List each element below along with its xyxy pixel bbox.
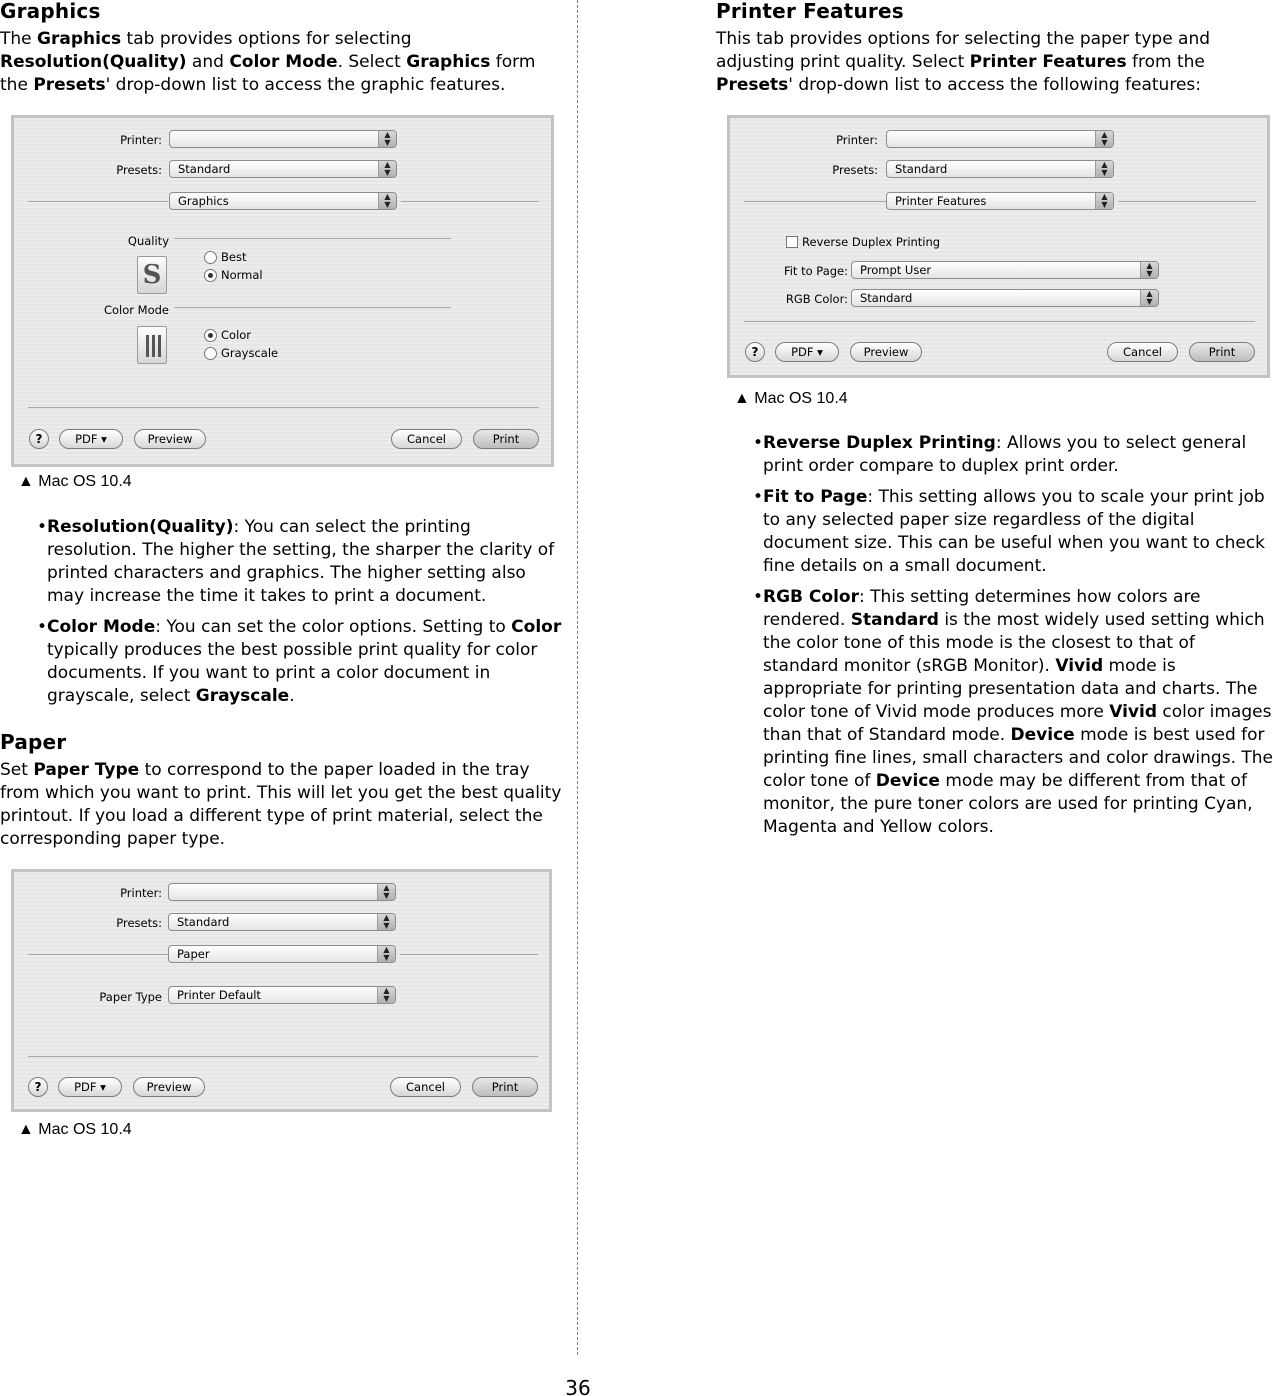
bullet-reverse-duplex: • Reverse Duplex Printing: Allows you to select general print order compare to duplex print order. <box>753 433 1247 476</box>
popup-arrows-icon: ▲ ▼ <box>1140 262 1158 278</box>
printer-features-heading: Printer Features <box>716 0 904 23</box>
presets-popup[interactable]: Standard ▲ ▼ <box>168 913 396 931</box>
printer-label: Printer: <box>120 886 162 900</box>
printer-label: Printer: <box>836 133 878 147</box>
page-number: 36 <box>565 1376 591 1396</box>
printer-features-caption: ▲ Mac OS 10.4 <box>734 390 848 407</box>
divider-line <box>744 201 886 202</box>
divider-line <box>1118 201 1256 202</box>
divider-line <box>28 201 168 202</box>
fit-to-page-popup[interactable]: Prompt User ▲ ▼ <box>851 261 1159 279</box>
printer-popup[interactable] <box>169 130 397 148</box>
graphics-heading: Graphics <box>0 0 101 23</box>
popup-arrows-icon: ▲ ▼ <box>378 193 396 209</box>
pdf-button[interactable]: PDF ▾ <box>59 429 123 449</box>
quality-normal-label: Normal <box>221 268 263 282</box>
presets-popup[interactable]: Standard ▲ ▼ <box>169 160 397 178</box>
reverse-duplex-checkbox[interactable] <box>786 236 798 248</box>
print-button[interactable]: Print <box>473 429 539 449</box>
printer-popup[interactable] <box>168 883 396 901</box>
colormode-color-label: Color <box>221 328 252 342</box>
colormode-grayscale-label: Grayscale <box>221 346 279 360</box>
popup-arrows-icon: ▲ ▼ <box>1095 193 1113 209</box>
paper-print-dialog <box>11 869 552 1112</box>
reverse-duplex-label: Reverse Duplex Printing <box>802 235 941 249</box>
quality-best-label: Best <box>221 250 247 264</box>
pdf-button[interactable]: PDF ▾ <box>58 1077 122 1097</box>
popup-arrows-icon: ▲ ▼ <box>378 131 396 147</box>
help-button[interactable]: ? <box>745 342 765 362</box>
print-button[interactable]: Print <box>1189 342 1255 362</box>
graphics-print-dialog <box>11 115 554 467</box>
footer-divider <box>28 407 539 408</box>
presets-label: Presets: <box>116 163 162 177</box>
preview-button[interactable]: Preview <box>850 342 922 362</box>
divider-line <box>28 954 168 955</box>
bullet-fit-to-page: • Fit to Page: This setting allows you to scale your print job to any selected paper size regardless of the digital document size. This can be useful when you want to check fine details on a small document. <box>753 487 1266 576</box>
fit-to-page-label: Fit to Page: <box>783 264 848 278</box>
divider-line <box>400 954 538 955</box>
footer-divider <box>744 321 1255 322</box>
popup-arrows-icon: ▲ ▼ <box>377 914 395 930</box>
printer-features-bullet-list <box>753 432 1273 839</box>
paper-intro: Set Paper Type to correspond to the paper loaded in the tray from which you want to print. This will let you get the best quality printout. If you load a different type of print material, select the corresponding paper type. <box>0 760 562 849</box>
quality-normal-radio[interactable] <box>204 269 217 282</box>
printer-features-print-dialog <box>727 115 1270 378</box>
pdf-button[interactable]: PDF ▾ <box>775 342 839 362</box>
printer-popup[interactable] <box>886 130 1114 148</box>
paper-caption: ▲ Mac OS 10.4 <box>18 1121 132 1138</box>
presets-label: Presets: <box>116 916 162 930</box>
colormode-label: Color Mode <box>103 303 169 317</box>
rgb-color-label: RGB Color: <box>785 292 848 306</box>
graphics-intro: The Graphics tab provides options for selecting Resolution(Quality) and Color Mode. Select Graphics form the Presets' drop-down list to access the graphic features. <box>0 29 536 95</box>
graphics-bullet-list <box>37 516 562 708</box>
presets-label: Presets: <box>832 163 878 177</box>
pane-popup[interactable]: Graphics ▲ ▼ <box>169 192 397 210</box>
print-button[interactable]: Print <box>472 1077 538 1097</box>
popup-arrows-icon: ▲ ▼ <box>1095 131 1113 147</box>
column-divider <box>577 0 578 1355</box>
preview-button[interactable]: Preview <box>134 429 206 449</box>
colormode-grayscale-radio[interactable] <box>204 347 217 360</box>
popup-arrows-icon: ▲ ▼ <box>378 161 396 177</box>
popup-arrows-icon: ▲ ▼ <box>1095 161 1113 177</box>
footer-divider <box>28 1056 538 1057</box>
divider-line <box>401 201 539 202</box>
quality-icon: S <box>137 256 167 294</box>
printer-features-intro: This tab provides options for selecting the paper type and adjusting print quality. Select Printer Features from the Presets' drop-down list to access the following features: <box>716 29 1211 95</box>
printer-label: Printer: <box>120 133 162 147</box>
help-button[interactable]: ? <box>29 429 49 449</box>
preview-button[interactable]: Preview <box>133 1077 205 1097</box>
popup-arrows-icon: ▲ ▼ <box>377 946 395 962</box>
papertype-label: Paper Type <box>99 990 162 1004</box>
cancel-button[interactable]: Cancel <box>390 1077 461 1097</box>
colormode-icon <box>137 326 167 364</box>
colormode-divider <box>174 307 451 308</box>
pane-popup[interactable]: Printer Features ▲ ▼ <box>886 192 1114 210</box>
pane-popup[interactable]: Paper ▲ ▼ <box>168 945 396 963</box>
paper-heading: Paper <box>0 730 67 754</box>
cancel-button[interactable]: Cancel <box>1107 342 1178 362</box>
cancel-button[interactable]: Cancel <box>391 429 462 449</box>
papertype-popup[interactable]: Printer Default ▲ ▼ <box>168 986 396 1004</box>
bullet-rgb-color: • RGB Color: This setting determines how colors are rendered. Standard is the most widely used setting which the color tone of this mode is the closest to that of standard monitor (sRGB Monitor). Vivid mode is appropriate for printing presentation data and charts. The color tone of Vivid mode produces more Vivid color images than that of Standard mode. Device mode is best used for printing fine lines, small characters and color drawings. The color tone of Device mode may be different from that of monitor, the pure toner colors are used for printing Cyan, Magenta and Yellow colors. <box>753 587 1273 837</box>
colormode-color-radio[interactable] <box>204 329 217 342</box>
rgb-color-popup[interactable]: Standard ▲ ▼ <box>851 289 1159 307</box>
popup-arrows-icon: ▲ ▼ <box>1140 290 1158 306</box>
bullet-color-mode: • Color Mode: You can set the color options. Setting to Color typically produces the best possible print quality for color documents. If you want to print a color document in grayscale, select Grayscale. <box>37 617 562 706</box>
help-button[interactable]: ? <box>28 1077 48 1097</box>
bullet-resolution: • Resolution(Quality): You can select the printing resolution. The higher the setting, the sharper the clarity of printed characters and graphics. The higher setting also may increase the time it takes to print a document. <box>37 517 555 606</box>
quality-divider <box>174 238 451 239</box>
popup-arrows-icon: ▲ ▼ <box>377 884 395 900</box>
quality-label: Quality <box>127 234 169 248</box>
popup-arrows-icon: ▲ ▼ <box>377 987 395 1003</box>
quality-best-radio[interactable] <box>204 251 217 264</box>
presets-popup[interactable]: Standard ▲ ▼ <box>886 160 1114 178</box>
graphics-caption: ▲ Mac OS 10.4 <box>18 473 132 490</box>
